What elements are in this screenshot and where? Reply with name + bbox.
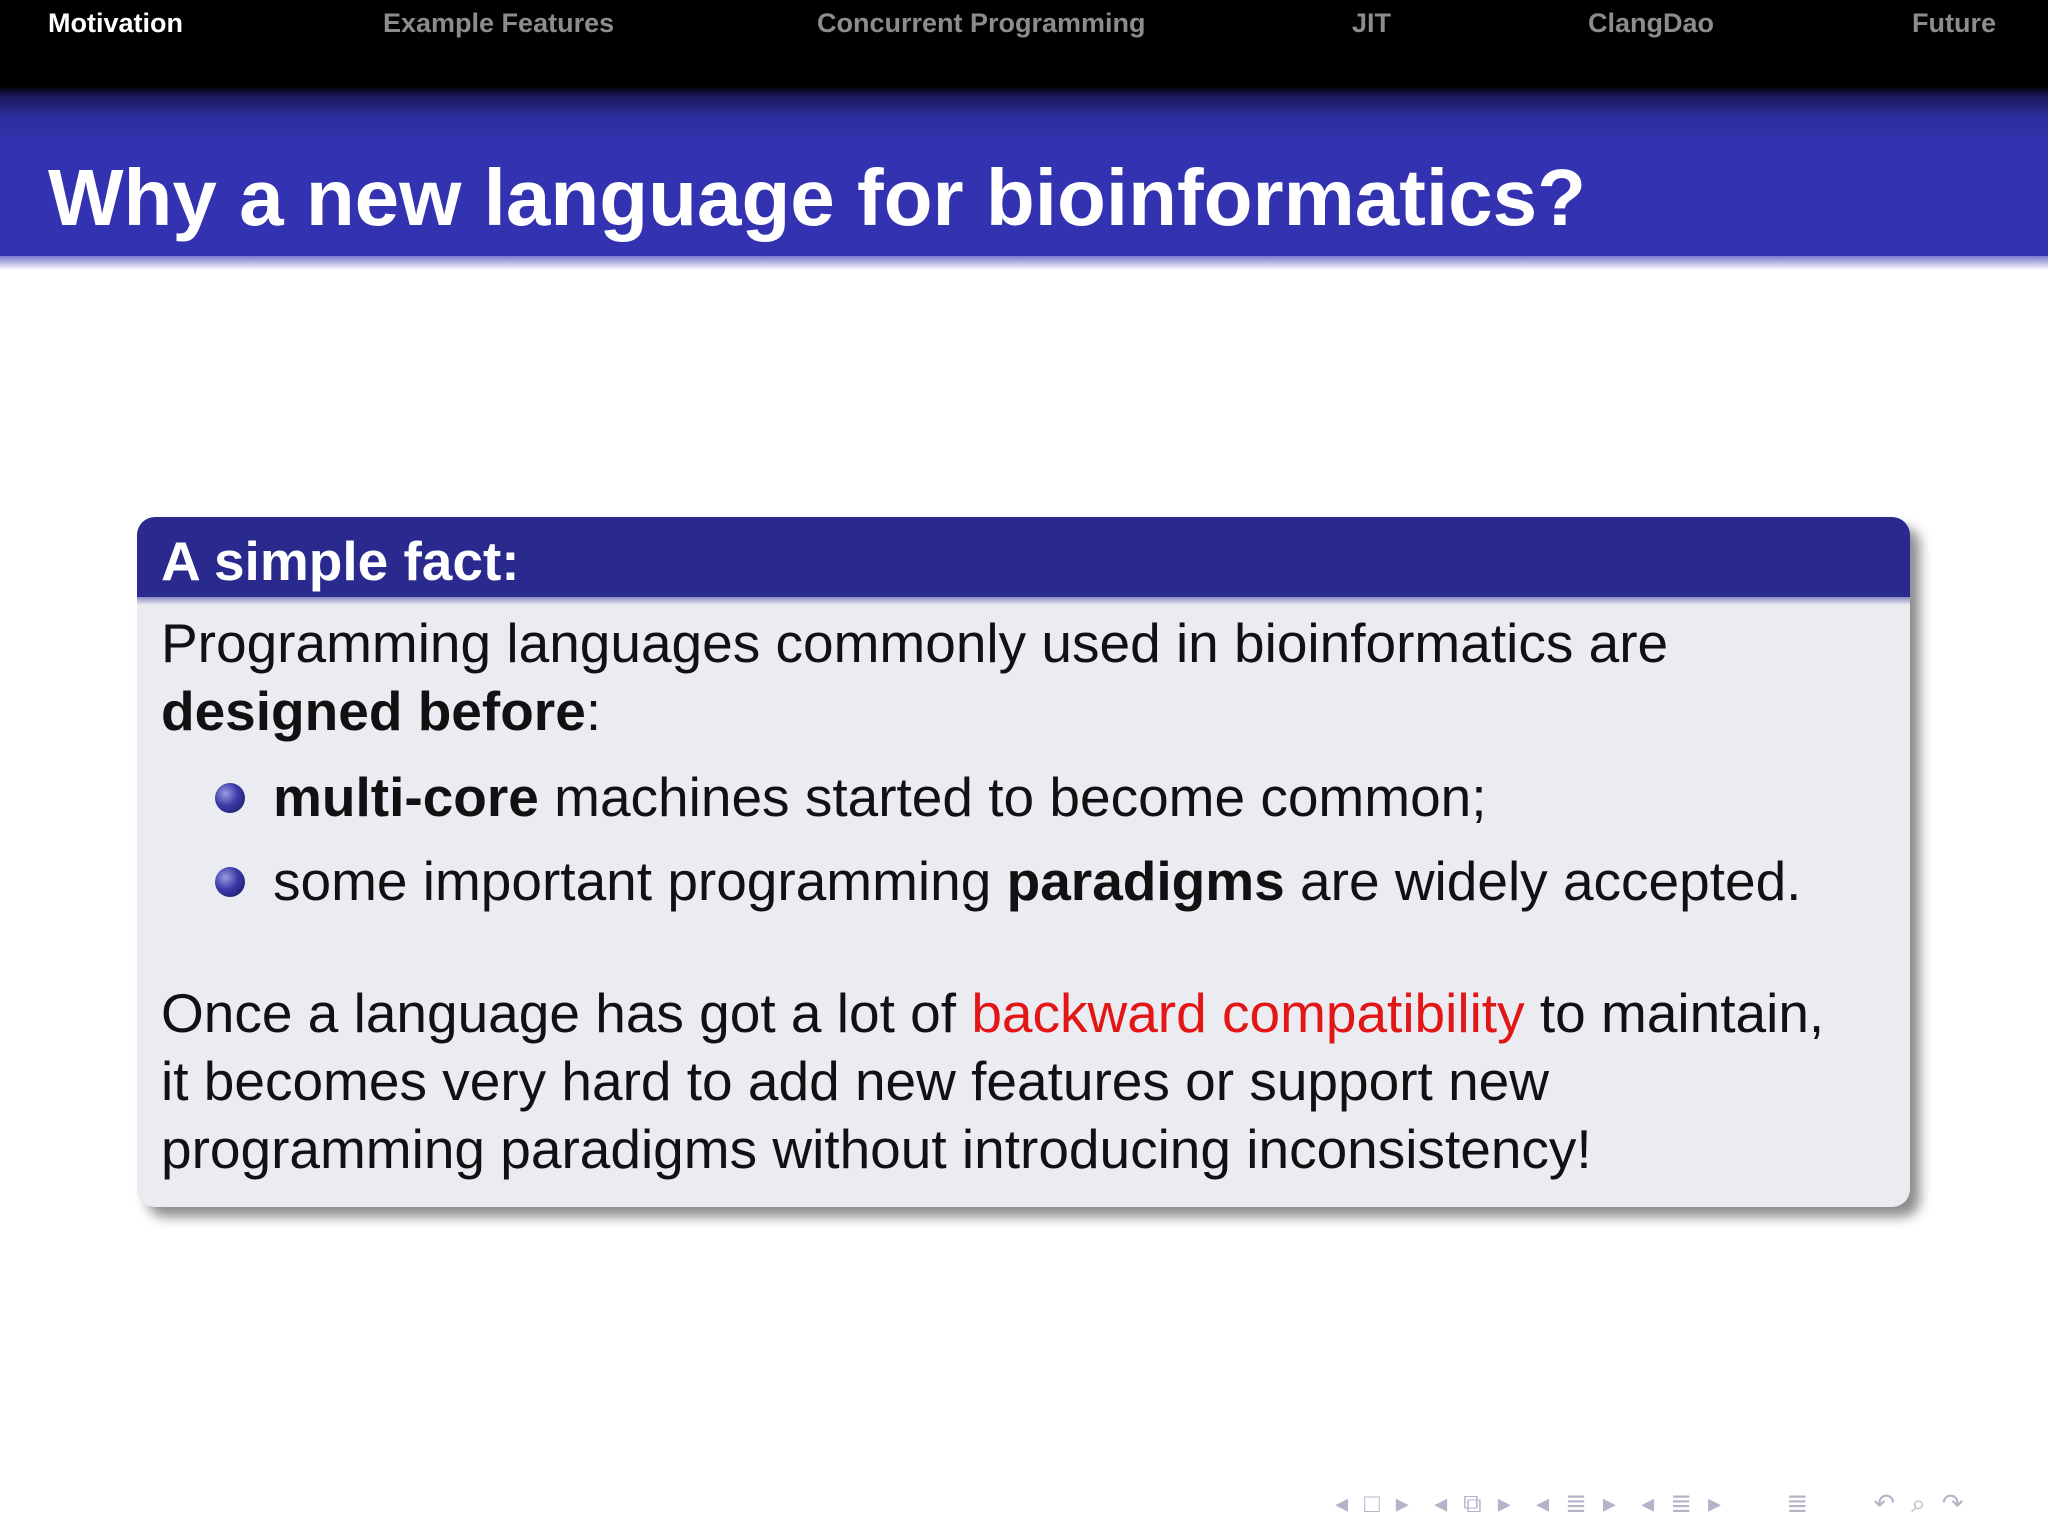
subsection-icon[interactable]: ⧉	[1463, 1488, 1484, 1518]
intro-paragraph	[161, 609, 1891, 745]
section-icon[interactable]: ≣	[1565, 1488, 1589, 1518]
nav-clangdao[interactable]: ClangDao	[1588, 8, 1715, 38]
appendix-icon[interactable]: ≣	[1786, 1488, 1811, 1518]
subsection-next-icon[interactable]: ▸	[1497, 1488, 1513, 1518]
bullet-1-text: machines started to become common;	[538, 766, 1487, 828]
section-prev-icon[interactable]: ◂	[1536, 1488, 1552, 1518]
section-navigation-bar	[0, 0, 2048, 86]
bullet-2-text-post: are widely accepted.	[1284, 850, 1802, 912]
doc-prev-icon[interactable]: ◂	[1641, 1488, 1657, 1518]
block-header	[137, 517, 1910, 597]
bullet-2-emphasis: paradigms	[1006, 850, 1285, 912]
intro-text: Programming languages commonly used in bioinformatics are	[161, 612, 1669, 674]
intro-colon: :	[585, 680, 602, 742]
simple-fact-block	[137, 517, 1910, 1207]
block-header-shadow	[137, 597, 1910, 605]
conclusion-paragraph	[161, 979, 1891, 1183]
bullet-2-text-pre: some important programming	[273, 850, 1007, 912]
conclusion-alert: backward compatibility	[971, 982, 1525, 1044]
frame-icon[interactable]: □	[1364, 1488, 1382, 1518]
back-icon[interactable]: ↶	[1873, 1488, 1898, 1518]
bullet-ball-icon	[215, 867, 245, 897]
subsection-prev-icon[interactable]: ◂	[1434, 1488, 1450, 1518]
list-item	[161, 763, 1891, 831]
nav-motivation[interactable]: Motivation	[48, 8, 183, 38]
conclusion-text-post: to maintain,	[1524, 982, 1825, 1044]
beamer-navigation-symbols	[1335, 1488, 1980, 1528]
bullet-ball-icon	[215, 783, 245, 813]
header-gradient	[0, 86, 2048, 136]
frame-prev-icon[interactable]: ◂	[1335, 1488, 1351, 1518]
forward-icon[interactable]: ↷	[1941, 1488, 1966, 1518]
block-title: A simple fact:	[161, 530, 520, 592]
nav-concurrent-programming[interactable]: Concurrent Programming	[817, 8, 1146, 38]
bullet-list	[161, 763, 1891, 915]
section-next-icon[interactable]: ▸	[1602, 1488, 1618, 1518]
title-shadow	[0, 256, 2048, 270]
conclusion-line-3: programming paradigms without introducing inconsistency!	[161, 1118, 1592, 1180]
intro-emphasis: designed before	[161, 680, 586, 742]
nav-jit[interactable]: JIT	[1352, 8, 1392, 38]
conclusion-line-2: it becomes very hard to add new features or support new	[161, 1050, 1549, 1112]
list-item	[161, 847, 1891, 915]
search-icon[interactable]: ⌕	[1911, 1488, 1928, 1518]
nav-future[interactable]: Future	[1912, 8, 1996, 38]
doc-icon[interactable]: ≣	[1670, 1488, 1695, 1518]
block-body	[161, 609, 1891, 1183]
bullet-1-emphasis: multi-core	[273, 766, 539, 828]
conclusion-text-pre: Once a language has got a lot of	[161, 982, 972, 1044]
slide-title: Why a new language for bioinformatics?	[48, 153, 1586, 242]
doc-next-icon[interactable]: ▸	[1708, 1488, 1724, 1518]
frame-next-icon[interactable]: ▸	[1395, 1488, 1411, 1518]
nav-example-features[interactable]: Example Features	[383, 8, 615, 38]
